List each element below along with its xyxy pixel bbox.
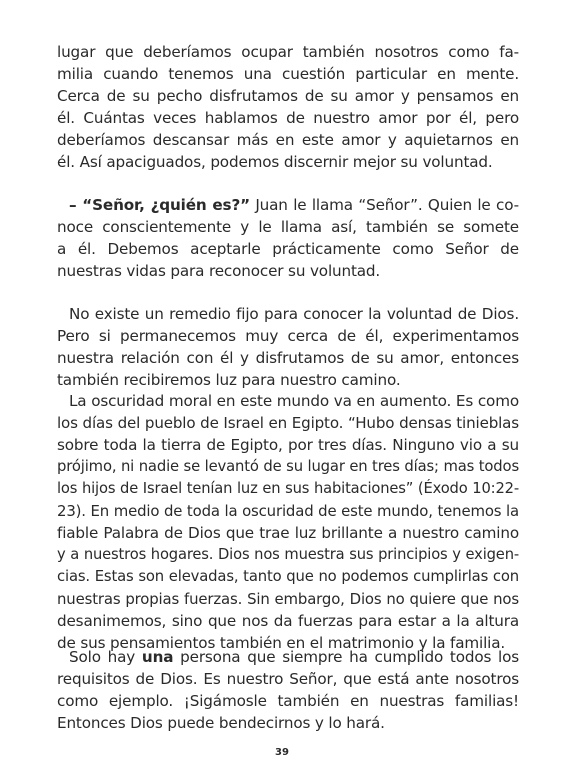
text-line: y a nuestros hogares. Dios nos muestra sus principios y exigen-	[57, 546, 519, 563]
paragraph-4	[57, 390, 519, 654]
paragraph-3	[57, 303, 519, 391]
text-line: Cerca de su pecho disfrutamos de su amor y pensamos en	[57, 87, 519, 105]
text-line: noce conscientemente y le llama así, también se somete	[57, 218, 519, 236]
text-line	[57, 194, 519, 216]
text-line: nuestras vidas para reconocer su voluntad.	[57, 262, 381, 280]
page-number: 39	[275, 747, 289, 758]
text-line: La oscuridad moral en este mundo va en aumento. Es como	[69, 392, 519, 410]
text-line: 23). En medio de toda la oscuridad de este mundo, tenemos la	[57, 502, 519, 520]
text-line: milia cuando tenemos una cuestión particular en mente.	[57, 65, 519, 83]
bold-word: una	[141, 648, 174, 666]
paragraph-2	[57, 194, 519, 282]
text-line: sobre toda la tierra de Egipto, por tres días. Ninguno vio a su	[57, 436, 519, 454]
text-line: él. Así apaciguados, podemos discernir mejor su voluntad.	[57, 153, 493, 171]
text-line: él. Cuántas veces hablamos de nuestro amor por él, pero	[57, 109, 519, 127]
text-line	[57, 646, 519, 668]
bold-question: – “Señor, ¿quién es?”	[69, 196, 250, 214]
text-line: cias. Estas son elevadas, tanto que no podemos cumplirlas con	[57, 568, 519, 585]
paragraph-1	[57, 41, 519, 173]
text-line: los días del pueblo de Israel en Egipto. “Hubo densas tinieblas	[57, 414, 519, 432]
text-line: lugar que deberíamos ocupar también nosotros como fa-	[57, 43, 519, 61]
text-line: como ejemplo. ¡Sigámosle también en nuestras familias!	[57, 692, 519, 710]
text-fragment: Solo hay	[69, 648, 142, 666]
text-line: también recibiremos luz para nuestro camino.	[57, 371, 401, 389]
text-line: Pero si permanecemos muy cerca de él, experimentamos	[57, 327, 519, 345]
text-line: Entonces Dios puede bendecirnos y lo hará.	[57, 714, 385, 732]
paragraph-5	[57, 646, 519, 734]
text-line: los hijos de Israel tenían luz en sus habitaciones” (Éxodo 10:22-	[57, 480, 519, 497]
text-line: nuestras propias fuerzas. Sin embargo, Dios no quiere que nos	[57, 590, 519, 608]
text-line: prójimo, ni nadie se levantó de su lugar en tres días; mas todos	[57, 458, 520, 475]
text-line: a él. Debemos aceptarle prácticamente como Señor de	[57, 240, 519, 258]
text-line: requisitos de Dios. Es nuestro Señor, que está ante nosotros	[57, 670, 519, 688]
text-line: deberíamos descansar más en este amor y aquietarnos en	[57, 131, 519, 149]
text-fragment: persona que siempre ha cumplido todos los	[173, 648, 519, 666]
text-line: de sus pensamientos también en el matrimonio y la familia.	[57, 634, 506, 652]
text-line: fiable Palabra de Dios que trae luz brillante a nuestro camino	[57, 524, 519, 542]
text-line: nuestra relación con él y disfrutamos de su amor, entonces	[57, 349, 519, 367]
text-line: desanimemos, sino que nos da fuerzas para estar a la altura	[57, 612, 519, 630]
text-line: No existe un remedio fijo para conocer la voluntad de Dios.	[69, 305, 519, 323]
text-fragment: Juan le llama “Señor”. Quien le co-	[249, 196, 519, 214]
